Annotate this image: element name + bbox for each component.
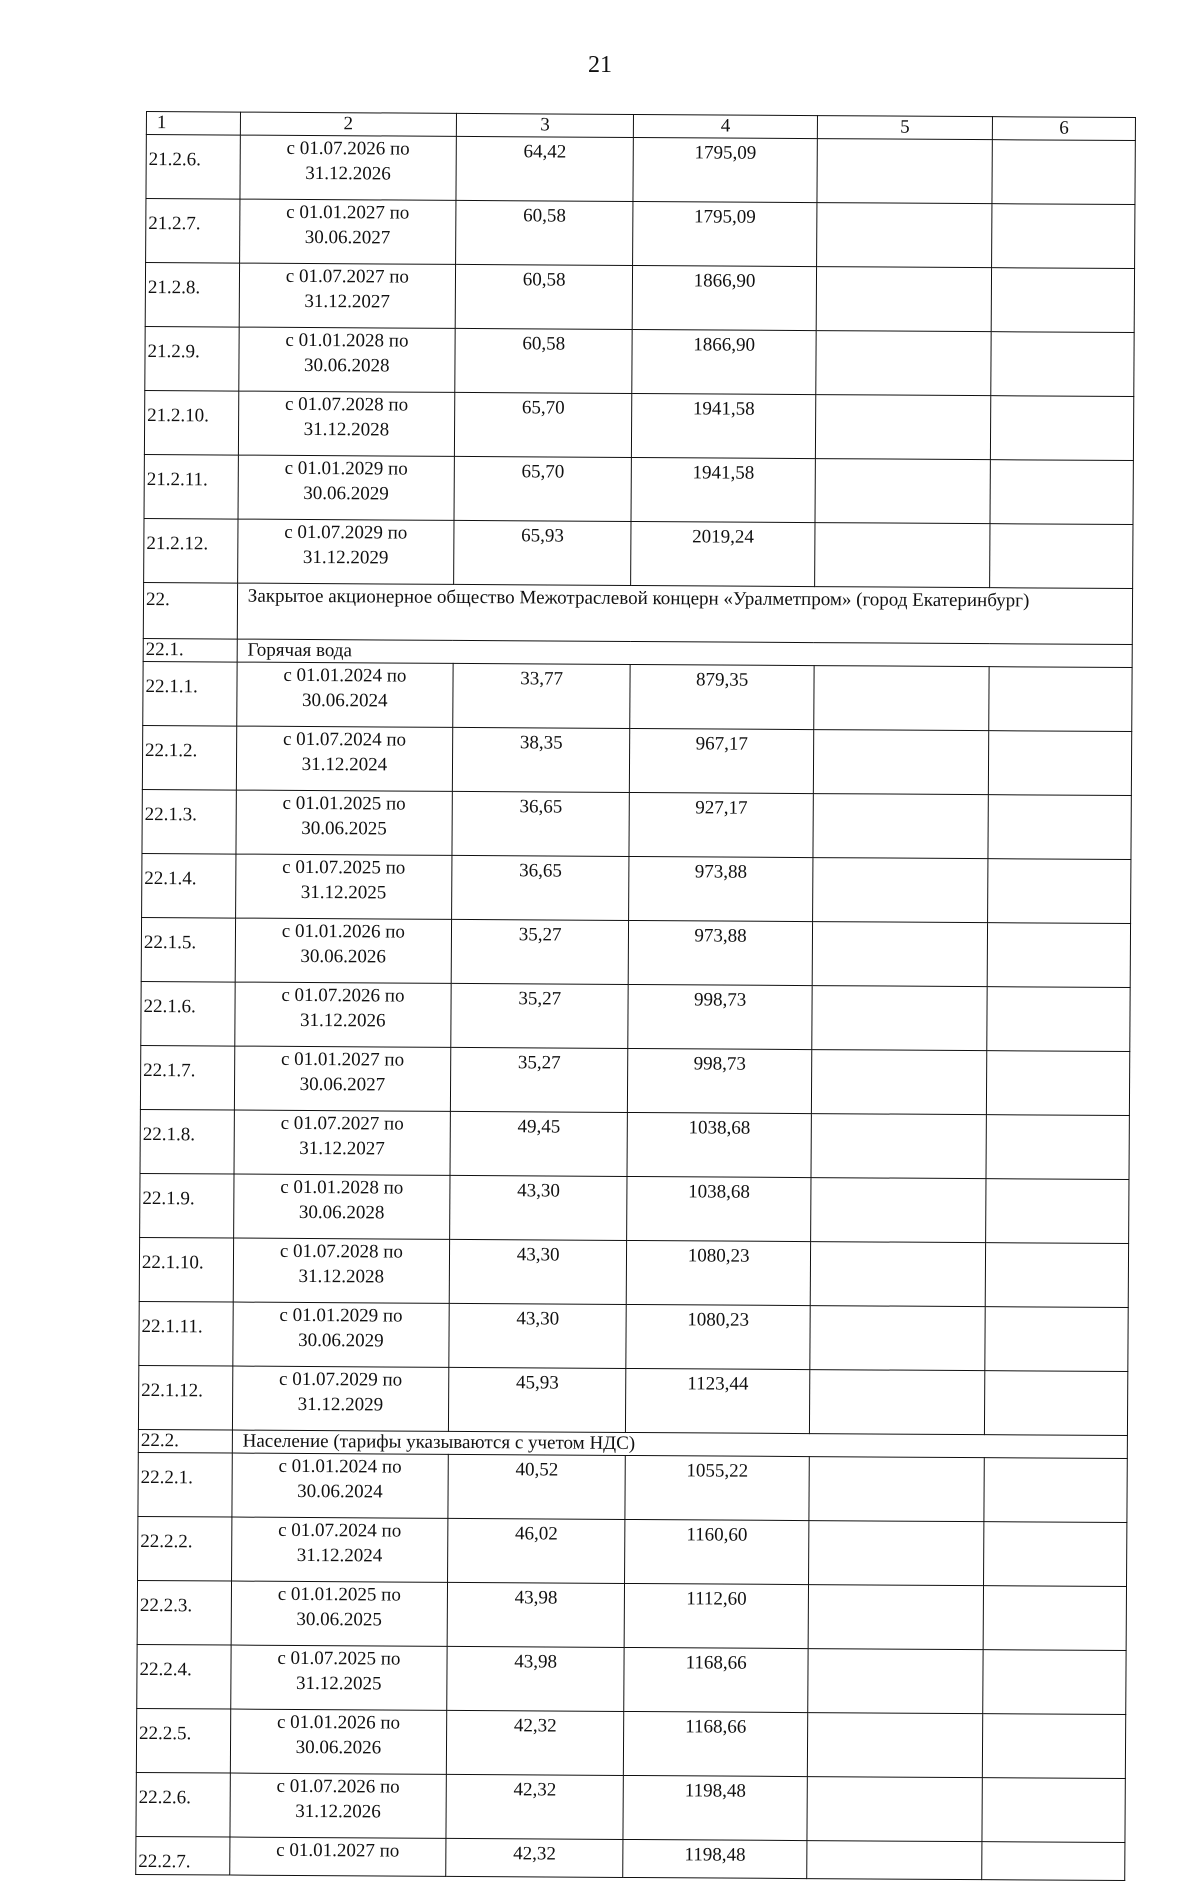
column-header: 5	[817, 116, 992, 140]
table-row	[140, 1045, 1129, 1115]
empty-cell-5	[812, 986, 988, 1051]
value-cell-3: 45,93	[448, 1367, 626, 1432]
empty-cell-6	[992, 140, 1135, 205]
value-cell-3: 42,32	[446, 1838, 624, 1877]
row-number: 21.2.10.	[144, 390, 238, 455]
value-cell-3: 60,58	[455, 328, 633, 393]
empty-cell-6	[985, 1307, 1128, 1372]
row-number: 22.1.9.	[140, 1173, 234, 1238]
empty-cell-5	[809, 1370, 985, 1435]
empty-cell-5	[814, 666, 990, 731]
value-cell-4: 927,17	[629, 792, 813, 857]
empty-cell-6	[991, 332, 1134, 397]
table-row	[142, 725, 1131, 795]
value-cell-3: 49,45	[450, 1111, 628, 1176]
period-cell: с 01.07.2027 по 31.12.2027	[239, 263, 456, 328]
empty-cell-5	[815, 459, 991, 524]
table-row	[143, 661, 1132, 731]
period-cell: с 01.07.2025 по 31.12.2025	[231, 1645, 448, 1710]
section-row-title: Население (тарифы указываются с учетом НДС)	[232, 1430, 1127, 1458]
row-number: 22.2.7.	[136, 1836, 230, 1875]
table-row	[145, 263, 1134, 333]
organization-row-title: Закрытое акционерное общество Межотраслевой концерн «Уралметпром» (город Екатеринбург)	[237, 583, 1133, 644]
table-row	[136, 1708, 1125, 1778]
value-cell-3: 60,58	[455, 264, 633, 329]
empty-cell-6	[987, 923, 1130, 988]
row-number: 22.	[143, 582, 237, 639]
value-cell-4: 1123,44	[626, 1368, 810, 1433]
empty-cell-5	[816, 267, 992, 332]
period-cell: с 01.07.2024 по 31.12.2024	[231, 1517, 448, 1582]
period-cell: с 01.01.2026 по 30.06.2026	[235, 918, 452, 983]
column-header: 3	[456, 113, 634, 137]
organization-row	[143, 582, 1132, 644]
empty-cell-6	[984, 1458, 1127, 1523]
row-number: 22.2.6.	[136, 1772, 230, 1837]
empty-cell-6	[990, 524, 1133, 589]
row-number: 22.2.4.	[137, 1644, 231, 1709]
value-cell-3: 43,30	[450, 1175, 628, 1240]
empty-cell-6	[989, 667, 1132, 732]
empty-cell-5	[813, 794, 989, 859]
column-header: 4	[634, 114, 818, 138]
period-cell: с 01.01.2028 по 30.06.2028	[233, 1174, 450, 1239]
period-cell: с 01.01.2024 по 30.06.2024	[237, 662, 454, 727]
empty-cell-5	[807, 1841, 983, 1880]
value-cell-3: 36,65	[452, 791, 630, 856]
empty-cell-6	[984, 1522, 1127, 1587]
row-number: 22.1.10.	[139, 1237, 233, 1302]
empty-cell-5	[810, 1242, 986, 1307]
table-row	[137, 1644, 1126, 1714]
empty-cell-5	[812, 858, 988, 923]
period-cell: с 01.07.2026 по 31.12.2026	[240, 135, 457, 200]
empty-cell-5	[808, 1585, 984, 1650]
period-cell: с 01.01.2027 по 30.06.2027	[234, 1046, 451, 1111]
value-cell-3: 65,93	[454, 520, 632, 585]
value-cell-3: 38,35	[452, 727, 630, 792]
value-cell-4: 998,73	[628, 1048, 812, 1113]
value-cell-3: 35,27	[451, 919, 629, 984]
row-number: 22.1.4.	[142, 853, 236, 918]
column-header: 2	[240, 112, 456, 136]
row-number: 22.1.1.	[143, 661, 237, 726]
row-number: 22.1.5.	[141, 917, 235, 982]
table-row	[142, 853, 1131, 923]
page-number: 21	[588, 52, 612, 78]
empty-cell-6	[987, 1051, 1130, 1116]
empty-cell-6	[986, 1179, 1129, 1244]
value-cell-4: 1198,48	[623, 1839, 807, 1878]
period-cell: с 01.07.2029 по 31.12.2029	[237, 519, 454, 584]
empty-cell-5	[810, 1178, 986, 1243]
empty-cell-5	[814, 523, 990, 588]
row-number: 22.1.8.	[140, 1109, 234, 1174]
period-cell: с 01.01.2027 по	[230, 1837, 446, 1876]
empty-cell-5	[816, 331, 992, 396]
value-cell-3: 42,32	[446, 1774, 624, 1839]
value-cell-3: 65,70	[454, 456, 632, 521]
empty-cell-5	[809, 1457, 985, 1522]
value-cell-4: 1112,60	[624, 1583, 808, 1648]
value-cell-4: 2019,24	[631, 521, 815, 586]
period-cell: с 01.01.2027 по 30.06.2027	[239, 199, 456, 264]
empty-cell-5	[811, 1114, 987, 1179]
value-cell-4: 973,88	[629, 920, 813, 985]
row-number: 21.2.7.	[146, 199, 240, 264]
empty-cell-6	[987, 987, 1130, 1052]
empty-cell-6	[992, 204, 1135, 269]
empty-cell-5	[817, 139, 993, 204]
table-row	[138, 1516, 1127, 1586]
row-number: 21.2.6.	[146, 135, 240, 200]
row-number: 22.2.	[138, 1429, 232, 1453]
row-number: 22.1.	[143, 638, 237, 662]
value-cell-3: 33,77	[453, 663, 631, 728]
period-cell: с 01.07.2026 по 31.12.2026	[235, 982, 452, 1047]
value-cell-4: 1866,90	[632, 329, 816, 394]
value-cell-3: 65,70	[454, 392, 632, 457]
row-number: 22.1.2.	[142, 725, 236, 790]
value-cell-4: 1080,23	[627, 1240, 811, 1305]
value-cell-3: 64,42	[456, 136, 634, 201]
table-row	[145, 326, 1134, 396]
column-header: 6	[993, 117, 1136, 141]
value-cell-3: 35,27	[450, 1047, 628, 1112]
table-row	[138, 1452, 1127, 1522]
value-cell-3: 60,58	[456, 200, 634, 265]
empty-cell-6	[983, 1714, 1126, 1779]
row-number: 22.1.7.	[140, 1045, 234, 1110]
section-row-title: Горячая вода	[237, 639, 1132, 667]
table-row	[144, 390, 1133, 460]
value-cell-4: 967,17	[630, 728, 814, 793]
empty-cell-5	[815, 395, 991, 460]
period-cell: с 01.07.2027 по 31.12.2027	[234, 1110, 451, 1175]
empty-cell-6	[985, 1371, 1128, 1436]
empty-cell-6	[986, 1115, 1129, 1180]
value-cell-3: 42,32	[446, 1710, 624, 1775]
period-cell: с 01.07.2029 по 31.12.2029	[232, 1366, 449, 1431]
value-cell-3: 40,52	[448, 1454, 626, 1519]
empty-cell-6	[985, 1243, 1128, 1308]
empty-cell-5	[807, 1713, 983, 1778]
value-cell-4: 1795,09	[633, 201, 817, 266]
table-row	[146, 135, 1135, 205]
period-cell: с 01.01.2025 по 30.06.2025	[236, 790, 453, 855]
table-row	[144, 454, 1133, 524]
value-cell-3: 46,02	[447, 1518, 625, 1583]
table-row	[137, 1580, 1126, 1650]
value-cell-4: 1080,23	[626, 1304, 810, 1369]
table-row	[136, 1836, 1125, 1880]
period-cell: с 01.01.2026 по 30.06.2026	[230, 1709, 447, 1774]
period-cell: с 01.07.2024 по 31.12.2024	[236, 726, 453, 791]
table-row	[139, 1237, 1128, 1307]
empty-cell-5	[808, 1521, 984, 1586]
table-row	[138, 1365, 1127, 1435]
value-cell-4: 1160,60	[625, 1519, 809, 1584]
empty-cell-5	[808, 1649, 984, 1714]
value-cell-4: 1941,58	[632, 393, 816, 458]
row-number: 22.1.6.	[141, 981, 235, 1046]
table-row	[141, 917, 1130, 987]
period-cell: с 01.01.2029 по 30.06.2029	[233, 1302, 450, 1367]
empty-cell-6	[988, 795, 1131, 860]
value-cell-4: 879,35	[630, 664, 814, 729]
value-cell-4: 1055,22	[625, 1455, 809, 1520]
period-cell: с 01.07.2026 по 31.12.2026	[230, 1773, 447, 1838]
empty-cell-6	[982, 1778, 1125, 1843]
empty-cell-6	[983, 1586, 1126, 1651]
empty-cell-6	[983, 1650, 1126, 1715]
table-row	[140, 1173, 1129, 1243]
value-cell-3: 43,30	[449, 1303, 627, 1368]
row-number: 22.2.1.	[138, 1452, 232, 1517]
table-row	[142, 789, 1131, 859]
row-number: 22.2.3.	[137, 1580, 231, 1645]
empty-cell-6	[991, 396, 1134, 461]
period-cell: с 01.01.2024 по 30.06.2024	[232, 1453, 449, 1518]
value-cell-4: 1038,68	[627, 1176, 811, 1241]
table-row	[140, 1109, 1129, 1179]
value-cell-4: 998,73	[628, 984, 812, 1049]
value-cell-3: 36,65	[452, 855, 630, 920]
value-cell-3: 43,98	[447, 1582, 625, 1647]
row-number: 22.1.12.	[138, 1365, 232, 1430]
row-number: 22.1.11.	[139, 1301, 233, 1366]
period-cell: с 01.07.2025 по 31.12.2025	[235, 854, 452, 919]
value-cell-4: 973,88	[629, 856, 813, 921]
period-cell: с 01.01.2028 по 30.06.2028	[239, 327, 456, 392]
tariff-table	[135, 111, 1136, 1881]
row-number: 21.2.11.	[144, 454, 238, 519]
value-cell-3: 35,27	[451, 983, 629, 1048]
row-number: 22.2.5.	[136, 1708, 230, 1773]
row-number: 21.2.9.	[145, 326, 239, 391]
value-cell-4: 1198,48	[623, 1775, 807, 1840]
table-row	[141, 981, 1130, 1051]
empty-cell-5	[813, 730, 989, 795]
value-cell-3: 43,30	[449, 1239, 627, 1304]
period-cell: с 01.07.2028 по 31.12.2028	[238, 391, 455, 456]
table-row	[139, 1301, 1128, 1371]
column-header: 1	[146, 112, 240, 136]
empty-cell-5	[812, 922, 988, 987]
table-row	[144, 518, 1133, 588]
value-cell-4: 1941,58	[631, 457, 815, 522]
value-cell-4: 1795,09	[633, 137, 817, 202]
value-cell-4: 1038,68	[627, 1112, 811, 1177]
value-cell-4: 1168,66	[624, 1711, 808, 1776]
empty-cell-6	[988, 859, 1131, 924]
period-cell: с 01.07.2028 по 31.12.2028	[233, 1238, 450, 1303]
row-number: 22.2.2.	[138, 1516, 232, 1581]
empty-cell-5	[811, 1050, 987, 1115]
empty-cell-6	[982, 1842, 1125, 1881]
empty-cell-6	[989, 731, 1132, 796]
row-number: 21.2.8.	[145, 263, 239, 328]
value-cell-3: 43,98	[447, 1646, 625, 1711]
row-number: 22.1.3.	[142, 789, 236, 854]
value-cell-4: 1866,90	[633, 265, 817, 330]
empty-cell-5	[816, 203, 992, 268]
row-number: 21.2.12.	[144, 518, 238, 583]
empty-cell-6	[991, 268, 1134, 333]
table-row	[146, 199, 1135, 269]
period-cell: с 01.01.2029 по 30.06.2029	[238, 455, 455, 520]
table-row	[136, 1772, 1125, 1842]
empty-cell-5	[810, 1306, 986, 1371]
empty-cell-6	[990, 460, 1133, 525]
empty-cell-5	[807, 1777, 983, 1842]
period-cell: с 01.01.2025 по 30.06.2025	[231, 1581, 448, 1646]
value-cell-4: 1168,66	[624, 1647, 808, 1712]
